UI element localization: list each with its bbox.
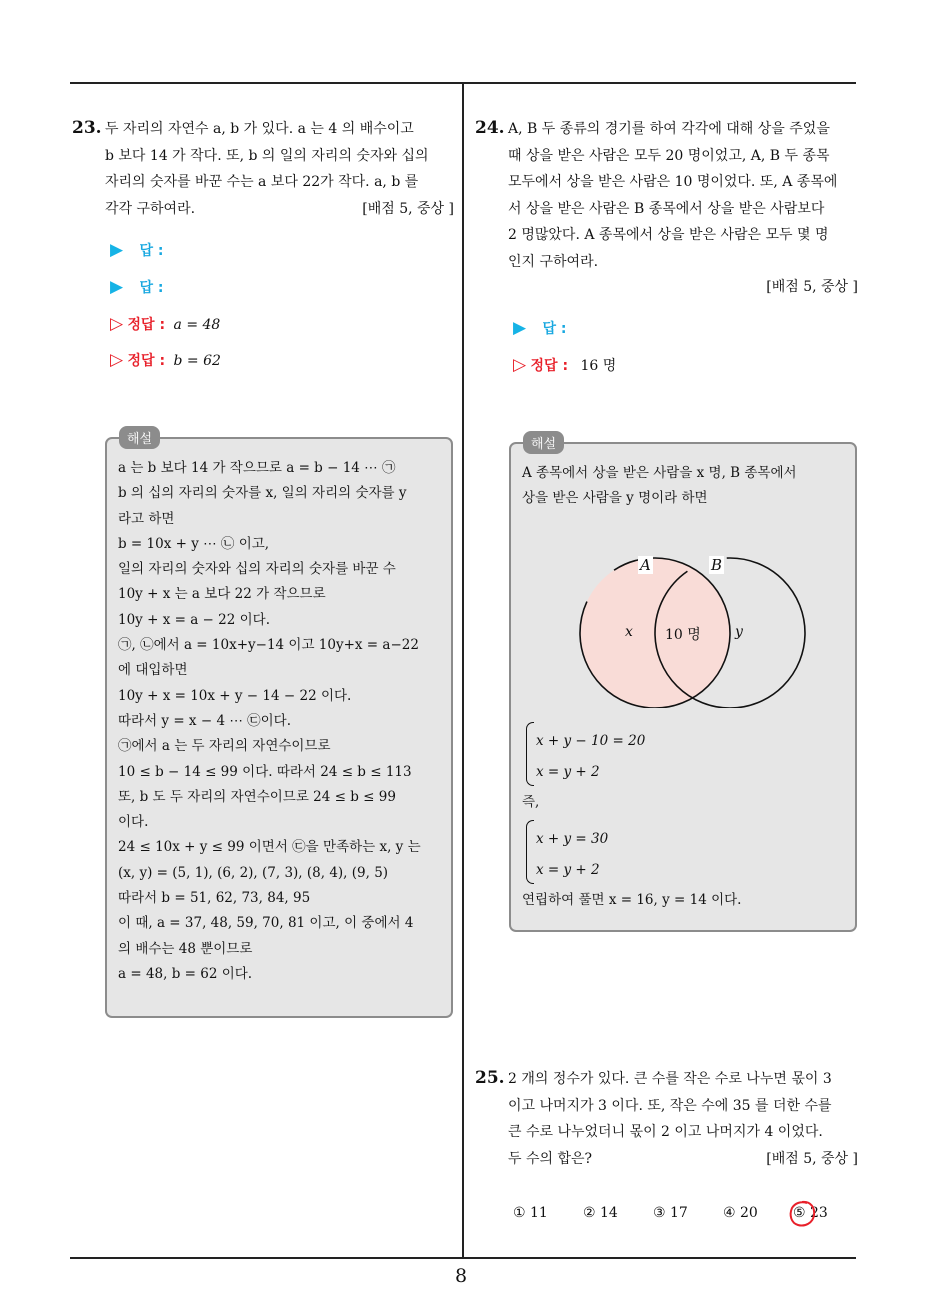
correct-label: 정답 : bbox=[127, 353, 166, 369]
answer-row bbox=[110, 277, 164, 297]
solution-line: 일의 자리의 숫자와 십의 자리의 숫자를 바꾼 수 bbox=[118, 561, 396, 578]
equation-system bbox=[536, 726, 645, 788]
set-b-label: B bbox=[711, 556, 723, 574]
solution-intro bbox=[522, 461, 852, 512]
solution-line: 이다. bbox=[118, 814, 149, 831]
question-text bbox=[105, 116, 454, 222]
solution-line: 10y + x = 10x + y − 14 − 22 이다. bbox=[118, 687, 352, 704]
choice-value: 20 bbox=[740, 1205, 758, 1221]
correct-answer-row bbox=[110, 314, 220, 334]
question-line: 인지 구하여라. bbox=[508, 253, 599, 270]
solution-line: ㉠에서 a 는 두 자리의 자연수이므로 bbox=[118, 738, 331, 755]
equation-brace bbox=[526, 722, 534, 786]
answer-label: 답 : bbox=[139, 243, 164, 259]
solution-line: 10y + x 는 a 보다 22 가 작으므로 bbox=[118, 586, 326, 603]
solution-line: 라고 하면 bbox=[118, 510, 175, 527]
correct-answer-row bbox=[110, 350, 221, 370]
solution-line: 의 배수는 48 뿐이므로 bbox=[118, 940, 253, 957]
question-line: 2 명많았다. A 종목에서 상을 받은 사람은 모두 몇 명 bbox=[508, 227, 829, 243]
equation-brace bbox=[526, 820, 534, 884]
solution-line: 10 ≤ b − 14 ≤ 99 이다. 따라서 24 ≤ b ≤ 113 bbox=[118, 763, 412, 780]
equation: x = y + 2 bbox=[536, 764, 600, 780]
solution-line: 10y + x = a − 22 이다. bbox=[118, 611, 270, 628]
question-number: 23. bbox=[72, 118, 102, 138]
solution-line: 따라서 y = x − 4 ⋯ ㉢이다. bbox=[118, 712, 291, 729]
question-line: 모두에서 상을 받은 사람은 10 명이었다. 또, A 종목에 bbox=[508, 174, 838, 190]
question-number: 24. bbox=[475, 118, 505, 138]
equation: x + y − 10 = 20 bbox=[536, 733, 646, 749]
score-label: [배점 5, 중상 ] bbox=[766, 1150, 858, 1167]
answer-label: 답 : bbox=[542, 321, 567, 337]
solution-line: 이 때, a = 37, 48, 59, 70, 81 이고, 이 중에서 4 bbox=[118, 915, 414, 932]
equation: x = y + 2 bbox=[536, 862, 600, 878]
solution-line: 상을 받은 사람을 y 명이라 하면 bbox=[522, 490, 708, 507]
outline-triangle-icon: ▷ bbox=[110, 314, 124, 334]
equation-system bbox=[536, 824, 608, 886]
question-line: b 보다 14 가 작다. 또, b 의 일의 자리의 숫자와 십의 bbox=[105, 147, 429, 164]
choice-mark: ⑤ bbox=[793, 1205, 806, 1221]
question-line: 큰 수로 나누었더니 몫이 2 이고 나머지가 4 이었다. bbox=[508, 1124, 823, 1140]
solution-tag: 해설 bbox=[523, 431, 564, 454]
column-divider bbox=[462, 82, 464, 1258]
page-number: 8 bbox=[455, 1265, 468, 1287]
question-line: 때 상을 받은 사람은 모두 20 명이었고, A, B 두 종목 bbox=[508, 147, 830, 164]
solution-text bbox=[118, 456, 444, 987]
question-text bbox=[508, 116, 858, 295]
question-line: 두 자리의 자연수 a, b 가 있다. a 는 4 의 배수이고 bbox=[105, 121, 414, 137]
choice-1[interactable] bbox=[513, 1205, 548, 1221]
correct-answer: a = 48 bbox=[173, 317, 221, 333]
venn-left-value: x bbox=[625, 624, 633, 640]
solution-line: 따라서 b = 51, 62, 73, 84, 95 bbox=[118, 890, 311, 907]
choice-value: 11 bbox=[530, 1205, 548, 1221]
filled-triangle-icon: ▶ bbox=[110, 240, 124, 260]
solution-line: 24 ≤ 10x + y ≤ 99 이면서 ㉢을 만족하는 x, y 는 bbox=[118, 839, 421, 856]
outline-triangle-icon: ▷ bbox=[110, 350, 124, 370]
choice-value: 23 bbox=[810, 1205, 828, 1221]
choice-mark: ④ bbox=[723, 1205, 736, 1221]
question-number: 25. bbox=[475, 1068, 505, 1088]
solution-line: a 는 b 보다 14 가 작으므로 a = b − 14 ⋯ ㉠ bbox=[118, 460, 396, 476]
choice-4[interactable] bbox=[723, 1205, 758, 1221]
choice-3[interactable] bbox=[653, 1205, 688, 1221]
question-line: 각각 구하여라. bbox=[105, 200, 196, 217]
question-line: 자리의 숫자를 바꾼 수는 a 보다 22가 작다. a, b 를 bbox=[105, 174, 419, 190]
solution-line: (x, y) = (5, 1), (6, 2), (7, 3), (8, 4), (9, 5) bbox=[118, 864, 389, 881]
set-a-label: A bbox=[640, 556, 651, 574]
solution-line: A 종목에서 상을 받은 사람을 x 명, B 종목에서 bbox=[522, 465, 797, 481]
correct-answer-row bbox=[513, 355, 616, 375]
question-line: 이고 나머지가 3 이다. 또, 작은 수에 35 를 더한 수를 bbox=[508, 1097, 832, 1114]
solution-line: 즉, bbox=[522, 794, 540, 810]
score-label: [배점 5, 중상 ] bbox=[362, 200, 454, 217]
solution-line: a = 48, b = 62 이다. bbox=[118, 965, 253, 982]
question-line: 서 상을 받은 사람은 B 종목에서 상을 받은 사람보다 bbox=[508, 200, 825, 217]
bottom-rule bbox=[70, 1257, 856, 1259]
solution-line: 또, b 도 두 자리의 자연수이므로 24 ≤ b ≤ 99 bbox=[118, 788, 396, 805]
selected-answer-circle-icon bbox=[787, 1199, 817, 1229]
venn-right-value: y bbox=[735, 624, 743, 640]
question-line: A, B 두 종류의 경기를 하여 각각에 대해 상을 주었을 bbox=[508, 121, 830, 137]
filled-triangle-icon: ▶ bbox=[513, 318, 527, 338]
solution-line: 연립하여 풀면 x = 16, y = 14 이다. bbox=[522, 892, 742, 908]
question-text bbox=[508, 1066, 858, 1172]
choice-value: 17 bbox=[670, 1205, 688, 1221]
correct-label: 정답 : bbox=[530, 358, 569, 374]
solution-tag: 해설 bbox=[119, 426, 160, 449]
solution-line: b = 10x + y ⋯ ㉡ 이고, bbox=[118, 535, 270, 552]
choice-2[interactable] bbox=[583, 1205, 618, 1221]
solution-line: b 의 십의 자리의 숫자를 x, 일의 자리의 숫자를 y bbox=[118, 485, 407, 502]
score-label: [배점 5, 중상 ] bbox=[766, 279, 858, 295]
solution-line: 에 대입하면 bbox=[118, 662, 188, 679]
correct-label: 정답 : bbox=[127, 317, 166, 333]
outline-triangle-icon: ▷ bbox=[513, 355, 527, 375]
solution-line: ㉠, ㉡에서 a = 10x+y−14 이고 10y+x = a−22 bbox=[118, 637, 419, 654]
choice-mark: ② bbox=[583, 1205, 596, 1221]
equation: x + y = 30 bbox=[536, 831, 609, 847]
answer-row bbox=[110, 240, 164, 260]
filled-triangle-icon: ▶ bbox=[110, 277, 124, 297]
choice-mark: ① bbox=[513, 1205, 526, 1221]
choice-value: 14 bbox=[600, 1205, 618, 1221]
correct-answer: 16 명 bbox=[580, 358, 617, 374]
question-line: 두 수의 합은? bbox=[508, 1150, 593, 1167]
choice-mark: ③ bbox=[653, 1205, 666, 1221]
answer-label: 답 : bbox=[139, 280, 164, 296]
question-line: 2 개의 정수가 있다. 큰 수를 작은 수로 나누면 몫이 3 bbox=[508, 1071, 832, 1087]
answer-row bbox=[513, 318, 567, 338]
correct-answer: b = 62 bbox=[173, 353, 221, 369]
venn-center-value: 10 명 bbox=[665, 627, 701, 643]
